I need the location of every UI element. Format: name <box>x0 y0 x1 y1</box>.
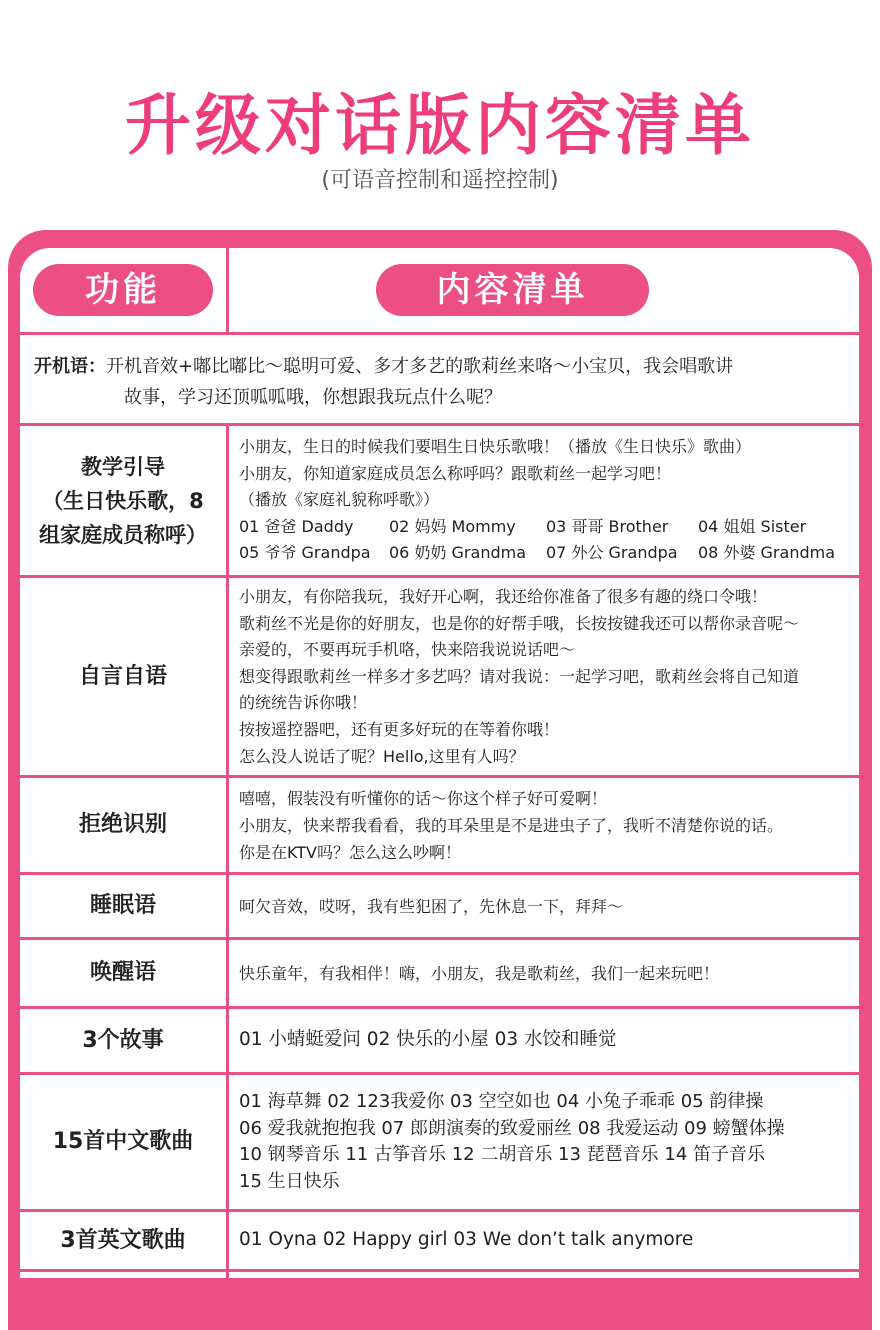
family-member: 03 哥哥 Brother <box>546 516 669 536</box>
stories-content-cell <box>229 1009 859 1072</box>
chinese-songs-line-3: 10 钢琴音乐 11 古筝音乐 12 二胡音乐 13 琵琶音乐 14 笛子音乐 <box>239 1144 766 1165</box>
chinese-songs-line-4: 15 生日快乐 <box>239 1170 340 1192</box>
sleep-label-cell: 睡眠语 <box>20 875 226 937</box>
reject-label-cell: 拒绝识别 <box>20 778 226 872</box>
chinese-songs-line-1: 01 海草舞 02 123我爱你 03 空空如也 04 小兔子乖乖 05 韵律操 <box>239 1091 764 1112</box>
chinese-songs-label-cell: 15首中文歌曲 <box>20 1075 226 1209</box>
chinese-songs-line-2: 06 爱我就抱抱我 07 郎朗演奏的致爱丽丝 08 我爱运动 09 螃蟹体操 <box>239 1117 785 1139</box>
family-members-row-1 <box>239 514 851 541</box>
english-songs-text: 01 Oyna 02 Happy girl 03 We don’t talk anymore <box>239 1229 694 1251</box>
opening-text-1: 开机音效+嘟比嘟比～聪明可爱、多才多艺的歌莉丝来咯～小宝贝，我会唱歌讲 <box>106 356 734 377</box>
english-songs-content-cell <box>229 1212 859 1269</box>
reject-line-1: 嘻嘻，假装没有听懂你的话～你这个样子好可爱啊！ <box>239 788 608 808</box>
opening-label: 开机语： <box>34 356 106 377</box>
family-member: 05 爷爷 Grandpa <box>239 543 371 562</box>
self-talk-line-6: 按按遥控器吧，还有更多好玩的在等着你哦！ <box>239 719 560 739</box>
teaching-line-3: （播放《家庭礼貌称呼歌》） <box>239 490 440 509</box>
self-talk-line-2: 歌莉丝不光是你的好朋友，也是你的好帮手哦，长按按键我还可以帮你录音呢～ <box>239 613 800 633</box>
family-member: 04 姐姐 Sister <box>698 516 807 536</box>
opening-row <box>20 335 859 423</box>
family-member: 01 爸爸 Daddy <box>239 516 354 536</box>
sleep-content-cell <box>229 875 859 937</box>
family-members-row-2 <box>239 540 851 567</box>
self-talk-line-1: 小朋友，有你陪我玩，我好开心啊，我还给你准备了很多有趣的绕口令哦！ <box>239 587 768 606</box>
stories-label-cell: 3个故事 <box>20 1009 226 1072</box>
family-member: 06 奶奶 Grandma <box>389 543 527 562</box>
teaching-label-cell <box>20 426 226 575</box>
next-row-content-cell <box>229 1272 859 1278</box>
function-header-pill: 功能 <box>33 264 213 316</box>
page-title: 升级对话版内容清单 <box>125 87 755 164</box>
stories-text: 01 小蜻蜓爱问 02 快乐的小屋 03 水饺和睡觉 <box>239 1029 617 1051</box>
family-member: 08 外婆 Grandma <box>698 543 836 562</box>
opening-line1 <box>34 351 845 382</box>
self-talk-content-cell <box>229 578 859 775</box>
self-talk-line-5: 的统统告诉你哦！ <box>239 693 368 713</box>
family-member: 02 妈妈 Mommy <box>389 516 516 536</box>
content-header-pill: 内容清单 <box>376 264 649 316</box>
wake-label-cell: 唤醒语 <box>20 940 226 1006</box>
teaching-label-3: 组家庭成员称呼） <box>39 522 207 547</box>
sleep-text: 呵欠音效，哎呀，我有些犯困了，先休息一下，拜拜～ <box>239 896 624 916</box>
wake-text: 快乐童年，有我相伴！嗨，小朋友，我是歌莉丝，我们一起来玩吧！ <box>239 963 720 983</box>
english-songs-label-cell: 3首英文歌曲 <box>20 1212 226 1269</box>
teaching-label-2: （生日快乐歌，8 <box>42 488 204 513</box>
self-talk-line-4: 想变得跟歌莉丝一样多才多艺吗？请对我说：一起学习吧，歌莉丝会将自己知道 <box>239 666 800 686</box>
teaching-line-1: 小朋友，生日的时候我们要唱生日快乐歌哦！（播放《生日快乐》歌曲） <box>239 437 752 456</box>
self-talk-line-3: 亲爱的，不要再玩手机咯，快来陪我说说话吧～ <box>239 640 576 660</box>
chinese-songs-content-cell <box>229 1075 859 1209</box>
reject-content-cell <box>229 778 859 872</box>
reject-line-2: 小朋友，快来帮我看看，我的耳朵里是不是进虫子了，我听不清楚你说的话。 <box>239 815 784 835</box>
teaching-line-2: 小朋友，你知道家庭成员怎么称呼吗？跟歌莉丝一起学习吧！ <box>239 463 672 483</box>
self-talk-line-7: 怎么没人说话了呢？Hello,这里有人吗？ <box>239 746 525 766</box>
wake-content-cell <box>229 940 859 1006</box>
next-row-label-cell <box>20 1272 226 1278</box>
family-member: 07 外公 Grandpa <box>546 543 678 562</box>
teaching-label-1: 教学引导 <box>81 454 165 479</box>
reject-line-3: 你是在KTV吗？怎么这么吵啊！ <box>239 842 461 862</box>
opening-text-2: 故事，学习还顶呱呱哦，你想跟我玩点什么呢？ <box>124 387 502 408</box>
self-talk-label-cell: 自言自语 <box>20 578 226 775</box>
teaching-content-cell <box>229 426 859 575</box>
page-subtitle: (可语音控制和遥控控制) <box>321 168 559 193</box>
